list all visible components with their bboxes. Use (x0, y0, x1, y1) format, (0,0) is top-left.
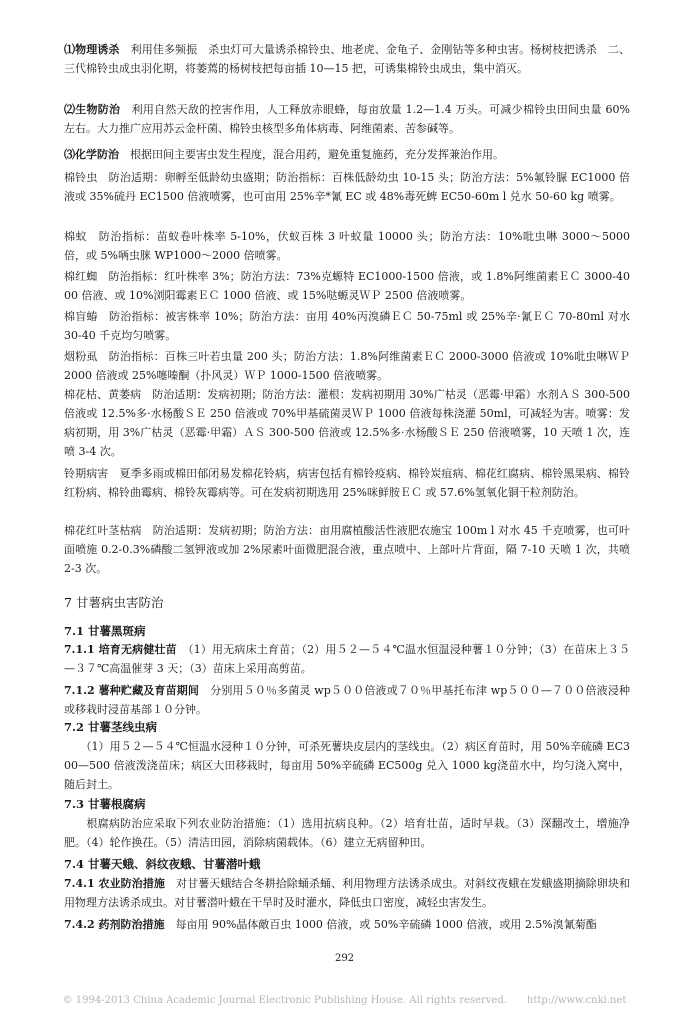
paragraph-lead: 棉盲蝽 (64, 310, 98, 323)
paragraph-lead: 棉铃虫 (64, 171, 98, 184)
paragraph-biological-control (64, 100, 630, 138)
paragraph-lead: 棉花枯、黄萎病 (64, 388, 142, 401)
paragraph-7-2 (64, 737, 630, 794)
paragraph-lead: 棉红蜘 (64, 270, 98, 283)
paragraph-boll-disease (64, 464, 630, 502)
paragraph-text: 分别用５０％多菌灵 wp５００倍液或７０％甲基托布津 wp５００—７００倍液浸种或移栽时浸苗基部１０分钟。 (64, 684, 631, 716)
paragraph-7-1-1 (64, 640, 630, 678)
paragraph-text: 防治指标：红叶株率 3%；防治方法：73%克螈特 EC1000-1500 倍液，或 1.8%阿维菌素ＥＣ 3000-4000 倍液、或 10%浏阳霉素ＥＣ 1000 倍液、或 15%哒螈灵ＷＰ 2500 倍液喷雾。 (64, 270, 631, 302)
paragraph-text: 防治适期：发病初期；防治方法：亩用腐植酸活性液肥农施宝 100m l 对水 45 千克喷雾，也可叶面喷施 0.2-0.3%磷酸二氢钾液或加 2%尿素叶面微肥混合液，重点喷中、上部叶片背面，隔 7-10 天喷 1 次，共喷 2-3 次。 (64, 524, 631, 575)
page-number: 292 (334, 953, 355, 964)
paragraph-lead: 铃期病害 (64, 467, 109, 480)
section-heading (64, 593, 630, 613)
paragraph-text: 防治指标：苗蚁卷叶株率 5-10%，伏蚁百株 3 叶蚁量 10000 头；防治方法：10%吡虫啉 3000～5000 倍，或 5%唡虫脒 WP1000～2000 倍喷雾。 (64, 230, 631, 262)
paragraph-text: 利用佳多频振 杀虫灯可大量诱杀棉铃虫、地老虎、金龟子、金刚钻等多种虫害。杨树枝把诱杀 二、三代棉铃虫成虫羽化期，将萎蔫的杨树枝把每亩插 10—15 把，可诱集棉铃虫成虫，集中消灭。 (64, 43, 630, 75)
paragraph-text: 对甘薯天蛾结合冬耕拾除蛹杀蛹、利用物理方法诱杀成虫。对斜纹夜蛾在发蛾盛期摘除卵块和用物理方法诱杀成虫。对甘薯潜叶蛾在干旱时及时灌水，降低虫口密度，减轻虫害发生。 (64, 877, 630, 909)
paragraph-lead: 7.4.2 药剂防治措施 (64, 918, 165, 931)
paragraph-text: 根腐病防治应采取下列农业防治措施：（1）选用抗病良种。（2）培育壮苗，适时早栽。（3）深翻改土，增施净肥。（4）轮作换茌。（5）清洁田园，消除病菌载体。（6）建立无病留种田。 (64, 817, 630, 849)
section-title: 甘薯病虫害防治 (75, 595, 164, 610)
paragraph-lead: ⑵生物防治 (64, 103, 121, 116)
subsection-heading-7-4: 7.4 甘薯天蛾、斜纹夜蛾、甘薯潜叶蛾 (64, 857, 261, 871)
paragraph-7-1-2 (64, 681, 630, 719)
paragraph-7-3 (64, 814, 630, 852)
paragraph-text: 夏季多雨或棉田郁闭易发棉花铃病，病害包括有棉铃疫病、棉铃炭疽病、棉花红腐病、棉铃黑果病、棉铃红粉病、棉铃曲霉病、棉铃灰霉病等。可在发病初期选用 25%咪鲜胺ＥＣ 或 57.6%氢氧化铜干粒剂防治。 (64, 467, 631, 499)
paragraph-text: 根据田间主要害虫发生程度，混合用药，避免重复施药，充分发挥兼治作用。 (119, 148, 504, 161)
paragraph-lead: 7.4.1 农业防治措施 (64, 877, 165, 890)
paragraph-lead: 7.1.1 培育无病健壮苗 (64, 643, 177, 656)
paragraph-red-spider (64, 267, 630, 305)
copyright-footer: © 1994-2013 China Academic Journal Electronic Publishing House. All rights reserved. http://www.cnki.net (62, 995, 627, 1006)
paragraph-lead: ⑴物理诱杀 (64, 43, 120, 56)
paragraph-aphid (64, 227, 630, 265)
paragraph-lead: 烟粉虱 (64, 350, 98, 363)
paragraph-7-4-1 (64, 874, 630, 912)
paragraph-text: 防治适期：发病初期；防治方法：灌根：发病初期用 30%广枯灵（恶霉·甲霜）水剂ＡＳ 300-500 倍液或 12.5%多·水杨酸ＳＥ 250 倍液或 70%甲基硫菌灵ＷＰ 1000 倍液每株浇灌 50ml，可减轻为害。喷雾：发病初期，用 3%广枯灵（恶霉·甲霜）ＡＳ 300-500 倍液或 12.5%多·水杨酸ＳＥ 250 倍液喷雾，10 天喷 1 次，连喷 3-4 次。 (64, 388, 630, 458)
subsection-heading-7-3: 7.3 甘薯根腐病 (64, 797, 146, 811)
paragraph-wilt (64, 385, 630, 461)
section-number: 7 (64, 595, 72, 610)
paragraph-text: 防治适期：卵孵至低龄幼虫盛期；防治指标：百株低龄幼虫 10-15 头；防治方法：5%氟铃脲 EC1000 倍液或 35%硫丹 EC1500 倍液喷雾，也可亩用 25%辛*氰 EC 或 48%毒死蜱 EC50-60m l 兑水 50-60 kg 喷雾。 (64, 171, 630, 203)
paragraph-lead: 棉蚁 (64, 230, 88, 243)
paragraph-lead: 棉花红叶茎枯病 (64, 524, 142, 537)
paragraph-text: 每亩用 90%晶体敵百虫 1000 倍液，或 50%辛硫磷 1000 倍液，或用 2.5%溴氰菊酯 (164, 918, 597, 931)
paragraph-text: （1）用５２—５４℃恒温水浸种１０分钟，可杀死薯块皮层内的茎线虫。（2）病区育苗时，用 50%辛硫磷 EC300—500 倍液泼浇苗床；病区大田移栽时，每亩用 50%辛硫磷 EC500g 兑入 1000 kg浇苗水中，均匀浇入窝中，随后封土。 (64, 740, 630, 791)
paragraph-7-4-2 (64, 915, 630, 934)
paragraph-text: 利用自然天敌的控害作用，人工释放赤眼蜂，每亩放量 1.2—1.4 万头。可减少棉铃虫田间虫量 60% 左右。大力推广应用苏云金杆菌、棉铃虫核型多角体病毒、阿维菌素、苦参碱等。 (64, 103, 630, 135)
paragraph-red-leaf (64, 521, 630, 578)
paragraph-whitefly (64, 347, 630, 385)
paragraph-bollworm (64, 168, 630, 206)
paragraph-text: 防治指标：被害株率 10%；防治方法：亩用 40%丙溴磷ＥＣ 50-75ml 或 25%辛·氰ＥＣ 70-80ml 对水 30-40 千克均匀喷雾。 (64, 310, 631, 342)
paragraph-chemical-control (64, 145, 630, 164)
paragraph-lead: 7.1.2 薯种贮藏及育苗期间 (64, 684, 200, 697)
subsection-heading-7-1: 7.1 甘薯黑斑病 (64, 624, 146, 638)
paragraph-text: 防治指标：百株三叶若虫量 200 头；防治方法：1.8%阿维菌素ＥＣ 2000-3000 倍液或 10%吡虫啉ＷＰ 2000 倍液或 25%噻嗪酮（扑风灵）ＷＰ 1000-1500 倍液喷雾。 (64, 350, 631, 382)
paragraph-text: （1）用无病床土育苗；（2）用５２—５４℃温水恒温浸种薯１０分钟；（3）在苗床上３５—３７℃高温催芽 3 天；（3）苗床上采用高剪苗。 (64, 643, 630, 675)
paragraph-lead: ⑶化学防治 (64, 148, 119, 161)
paragraph-plant-bug (64, 307, 630, 345)
paragraph-physical-control (64, 40, 630, 78)
subsection-heading-7-2: 7.2 甘薯茎线虫病 (64, 720, 158, 734)
